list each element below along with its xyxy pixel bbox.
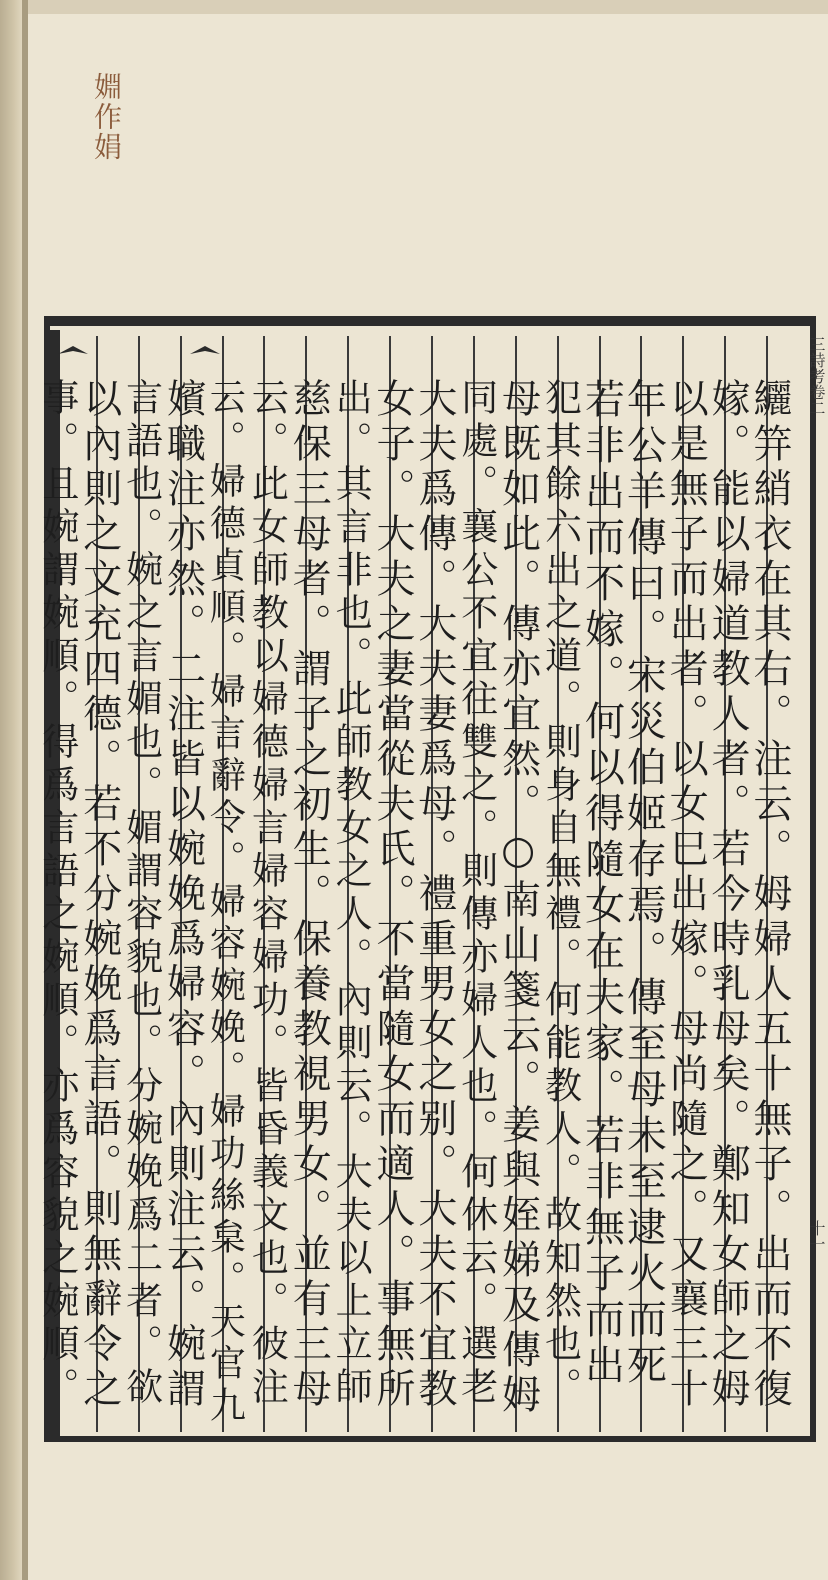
column-text: 女子。大夫之妻當從夫氏。不當隨女而適人。事無所 (369, 378, 415, 1413)
text-column (286, 336, 347, 1432)
block-heart-page-number: 十一 (807, 1220, 826, 1252)
text-column (538, 336, 599, 1432)
text-column (160, 336, 222, 1432)
column-text: 嬪職注亦然。二注皆以婉娩爲婦容。內則注云。婉謂 (160, 378, 206, 1413)
column-text: 若非出而不嫁。何以得隨女在夫家。若非無子而出 (578, 378, 625, 1390)
text-column (119, 336, 180, 1432)
column-text: 云。婦德貞順。婦言辭令。婦容婉娩。婦功絲枲。天官九 (204, 378, 246, 1428)
text-column (329, 336, 389, 1432)
text-column (495, 336, 557, 1432)
text-column (620, 336, 682, 1432)
text-column (76, 336, 138, 1432)
column-text: 言語也。婉之言媚也。媚謂容貌也。分婉娩爲二者。欲 (119, 378, 163, 1410)
fish-tail-mark-icon (190, 344, 220, 356)
fish-tail-mark-icon (58, 344, 88, 356)
margin-annotation: 婣作娟 (90, 72, 123, 162)
column-text: 出。其言非也。此師教女之人。內則云。大夫以上立師 (329, 378, 373, 1410)
column-text: 云。此女師教以婦德婦言婦容婦功。皆昏義文也。彼注 (245, 378, 289, 1410)
text-column (454, 336, 515, 1432)
column-text: 纚笄綃衣在其右。注云。姆婦人五十無子。出而不復 (747, 378, 792, 1413)
column-text: 慈保三母者。謂子之初生。保養教視男女。並有三母 (286, 378, 332, 1413)
column-text: 以內則之文充四德。若不分婉娩爲言語。則無辭令之 (76, 378, 122, 1413)
text-column (747, 336, 808, 1432)
column-text: 事。且婉謂婉順。得爲言語之婉順。亦爲容貌之婉順。 (35, 378, 79, 1410)
column-text: 犯其餘六出之道。則身自無禮。何能教人。故知然也。 (538, 378, 582, 1410)
column-text: 大夫爲傳。大夫妻爲母。禮重男女之别。大夫不宜教 (411, 378, 457, 1413)
column-text: 母既如此。傳亦宜然。○南山箋云。姜與姪娣及傳姆 (495, 378, 541, 1419)
text-column (369, 336, 431, 1432)
column-text: 以是無子而出者。以女巳出嫁。母尚隨之。又襄三十 (663, 378, 709, 1413)
column-text: 嫁。能以婦道教人者。若今時乳母矣。鄭知女師之姆 (705, 378, 751, 1413)
text-column (411, 336, 473, 1432)
text-column (245, 336, 305, 1432)
text-column (663, 336, 724, 1432)
text-column (705, 336, 766, 1432)
text-column (35, 336, 96, 1432)
text-columns (35, 336, 808, 1432)
column-text: 年公羊傳曰。宋災伯姬存焉。傳至母未至逮火而死 (620, 378, 667, 1390)
column-text: 同處。襄公不宜往雙之。則傳亦婦人也。何休云。選老 (454, 378, 498, 1410)
text-column (204, 336, 264, 1432)
text-column (578, 336, 641, 1432)
block-heart-title: 三詩考卷二 (807, 336, 826, 416)
